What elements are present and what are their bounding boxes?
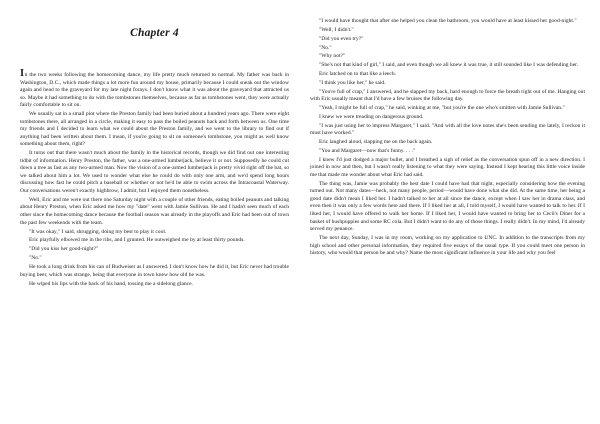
paragraph: "It was okay," I said, shrugging, doing my best to play it cool. [29, 228, 167, 235]
paragraph: "Yeah, I might be full of crap," he said, winking at me, "but you're the one who's smitten with Jamie Sullivan." [319, 105, 565, 112]
paragraph: Eric laughed aloud, slapping me on the back again. [319, 139, 433, 146]
paragraph: I knew we were treading on dangerous ground. [319, 113, 424, 120]
paragraph: "Did you kiss her good-night?" [29, 246, 99, 253]
paragraph: "I was just using her to impress Margaret," I said. "And with all the love notes she's been sending me lately, I reckon it must have worked." [310, 122, 585, 137]
drop-cap: I [20, 68, 25, 79]
paragraph: "You're full of crap," I answered, and he slapped my back, hard enough to force the breath right out of me. Hanging out with Eric usually meant that I'd have a few bruises the following day. [310, 88, 585, 103]
paragraph: We usually sat in a small plot where the Preston family had been buried about a hundred years ago. There were eight tombstones there, all arranged in a circle, making it easy to pass the boiled peanuts back and forth between us. One time my friends and I decided to learn what we could about the Preston family, and we went to the library to find out if anything had been written about them. I mean, if you're going to sit on someone's tombstone, you might as well know something about them, right? [20, 111, 289, 148]
paragraph: "Did you even try?" [319, 35, 364, 42]
paragraph: "Well, I didn't." [319, 26, 354, 33]
paragraph: "You and Margaret—now that's funny. . . ." [319, 148, 416, 155]
paragraph: The next day, Sunday, I was in my room, working on my application to UNC. In addition to the transcripts from my high school and other personal information, they required five essays of the usual type. If you could meet one person in history, who would that person be and why? Name the most significant influence in your life and why you feel [310, 234, 585, 257]
right-page [310, 0, 585, 424]
paragraph: I knew I'd just dodged a major bullet, and I breathed a sigh of relief as the conversation spun off in a new direction. I joined in now and then, but I wasn't really listening to what they were saying. Instead I kept hearing this little voice inside me that made me wonder about what Eric had said. [310, 156, 585, 178]
chapter-title: Chapter 4 [130, 27, 179, 39]
paragraph: "I would have thought that after she helped you clean the bathroom, you would have at least kissed her good-night." [319, 18, 577, 24]
paragraph: "I think you like her," he said. [319, 79, 386, 86]
paragraph [20, 70, 289, 110]
paragraph: "No." [319, 44, 332, 51]
paragraph: "She's not that kind of girl," I said, and even though we all knew it was true, it still sounded like I was defending her. [319, 62, 579, 69]
paragraph: The thing was, Jamie was probably the best date I could have had that night, especially considering how the evening turned out. Not many dates—heck, not many people, period—would have done what she did. At the same time, her being a good date didn't mean I liked her. I hadn't talked to her at all since the dance, except when I saw her in drama class, and even then it was only a few words here and there. If I liked her at all, I told myself, I would have wanted to talk to her. If I liked her, I would have offered to walk her home. If I liked her, I would have wanted to bring her to Cecil's Diner for a basket of hushpuppies and some RC cola. But I didn't want to do any of those things. I really didn't. In my mind, I'd already served my penance. [310, 180, 585, 233]
paragraph: Eric latched on to that like a leech. [319, 71, 397, 78]
paragraph: "Why not?" [319, 53, 346, 60]
paragraph: It turns out that there wasn't much about the family in the historical records, though we did find out one interesting tidbit of information. Henry Preston, the father, was a one-armed lumberjack, believe it or not. Supposedly he could cut down a tree as fast as any two-armed man. Now the vision of a one-armed lumberjack is pretty vivid right off the bat, so we talked about him a lot. We used to wonder what else he could do with only one arm, and we'd spend long hours discussing how fast he could pitch a baseball or whether or not he'd be able to swim across the Intracoastal Waterway. Our conversations weren't exactly highbrow, I admit, but I enjoyed them nonetheless. [20, 150, 289, 194]
paragraph: He wiped his lips with the back of his hand, tossing me a sidelong glance. [29, 280, 193, 287]
paragraph: He took a long drink from his can of Budweiser as I answered. I don't know how he did it, but Eric never had trouble buying beer, which was strange, being that everyone in town knew how old he was. [20, 264, 289, 278]
paragraph: "No." [29, 255, 42, 262]
left-page [20, 0, 289, 424]
paragraph-text: n the two weeks following the homecoming dance, my life pretty much returned to normal. My father was back in Washington, D.C., which made things a lot more fun around my house, primarily because I could sneak out the window again and head to the graveyard for my late night forays. I don't know what it was about the graveyard that attracted us so. Maybe it had something to do with the tombstones themselves, because as far as tombstones went, they were actually fairly comfortable to sit on. [20, 72, 289, 109]
paragraph: Eric playfully elbowed me in the ribs, and I grunted. He outweighed me by at least thirty pounds. [29, 237, 245, 244]
paragraph: Well, Eric and me were out there one Saturday night with a couple of other friends, eating boiled peanuts and talking about Henry Preston, when Eric asked me how my "date" went with Jamie Sullivan. He and I hadn't seen much of each other since the homecoming dance because the football season was already in the playoffs and Eric had been out of town the past few weekends with the team. [20, 196, 289, 226]
